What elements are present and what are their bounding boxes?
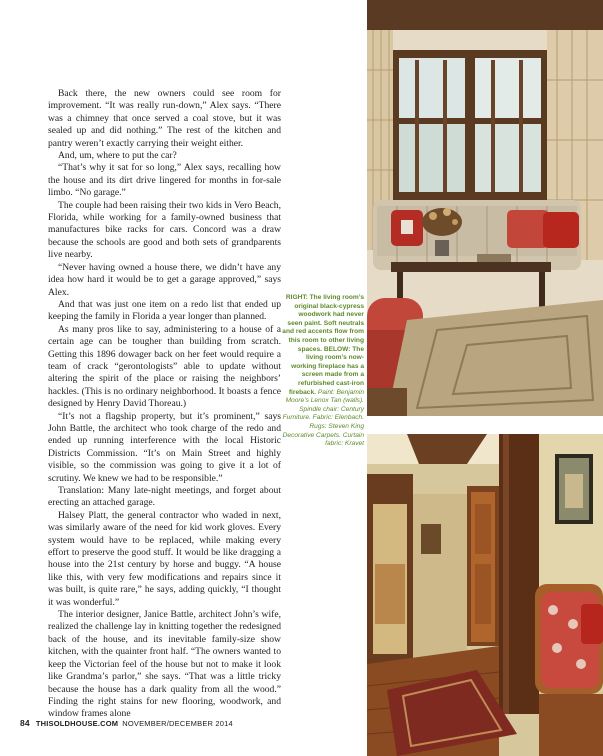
hallway-illustration [367,434,603,756]
issue-date: NOVEMBER/DECEMBER 2014 [122,719,233,728]
photo-caption [282,294,364,449]
paragraph: And, um, where to put the car? [58,150,177,162]
page-number: 84 [20,718,30,728]
article-body [48,88,281,721]
paragraph: “Never having owned a house there, we didn’t have any idea how hard it would be to get a garage approved,” says Alex. [48,261,281,298]
paragraph: Translation: Many late-night meetings, and forget about erecting an attached garage. [48,485,281,509]
paragraph: As many pros like to say, administering to a house of a certain age can be tougher than building from scratch. Getting this 1896 dowager back on her feet would require a team of crack “gerontologists” able to update without altering the spirit of the place or raising the neighbors’ hackles. (This is no ordinary neighborhood. It boasts a fence designed by Henry David Thoreau.) [48,323,281,410]
paragraph: The interior designer, Janice Battle, architect John’s wife, realized the challenge lay in knitting together the redesigned back of the house, and its inevitable family-size show kitchen, with the quainter front half. “The owners wanted to keep the Victorian feel of the house but not to make it look like Grandma’s parlor,” she says. “That was a little tricky because the house has a dark quality from all the wood.” Finding the right stains for new flooring, woodwork, and window frames alone [48,609,281,720]
hallway-photo [367,434,603,756]
caption-below: BELOW: The living room’s now-working fireplace has a screen made from a refurbished cast-iron fireback. [288,345,364,396]
paragraph: Back there, the new owners could see room for improvement. “It was really run-down,” Alex says. “There was a chimney that once served a coal stove, but it was sealed up and did nothing.” The rest of the kitchen and pantry weren’t exactly carrying their weight either. [48,88,281,149]
living-room-photo [367,0,603,416]
paragraph: “That’s why it sat for so long,” Alex says, recalling how the house and its dirt drive lingered for months in for-sale limbo. “No garage.” [48,162,281,199]
caption-right: RIGHT: The living room’s original black-cypress woodwork had never seen paint. Soft neutrals and red accents flow from this room to other living spaces. [282,294,364,353]
paragraph: Halsey Platt, the general contractor who waded in next, was similarly aware of the need for kid work gloves. Every system would have to be replaced, while making every effort to preserve the good stuff. It would be like dragging a house into the 21st century by horse and buggy. “A house like this, with very few modifications and repairs since it was built, is quite rare,” he says, adding quickly, “I thought it was wonderful.” [48,509,281,608]
caption-credits: Paint: Benjamin Moore’s Lenox Tan (walls). Spindle chair: Century Furniture. Fabric: Elenbach. Rugs: Steven King Decorative Carpets. Curtain fabric: Kravet [282,388,364,448]
page-footer [20,718,233,728]
paragraph: “It’s not a flagship property, but it’s prominent,” says John Battle, the architect who took charge of the redo and ended up running interference with the local Historic Districts Commission. “It’s on Main Street and highly visible, so the commission was going to give it a lot of scrutiny. We knew we had to be responsible.” [48,410,281,484]
paragraph: And that was just one item on a redo list that ended up keeping the family in Florida a year longer than planned. [48,298,281,323]
site-name: THISOLDHOUSE.COM [35,719,119,728]
living-room-illustration [367,0,603,416]
paragraph: The couple had been raising their two kids in Vero Beach, Florida, while working for a family-owned business that manufactures bike racks for cars. Concord was a draw because the schools are good and both sets of grandparents live nearby. [48,199,281,261]
